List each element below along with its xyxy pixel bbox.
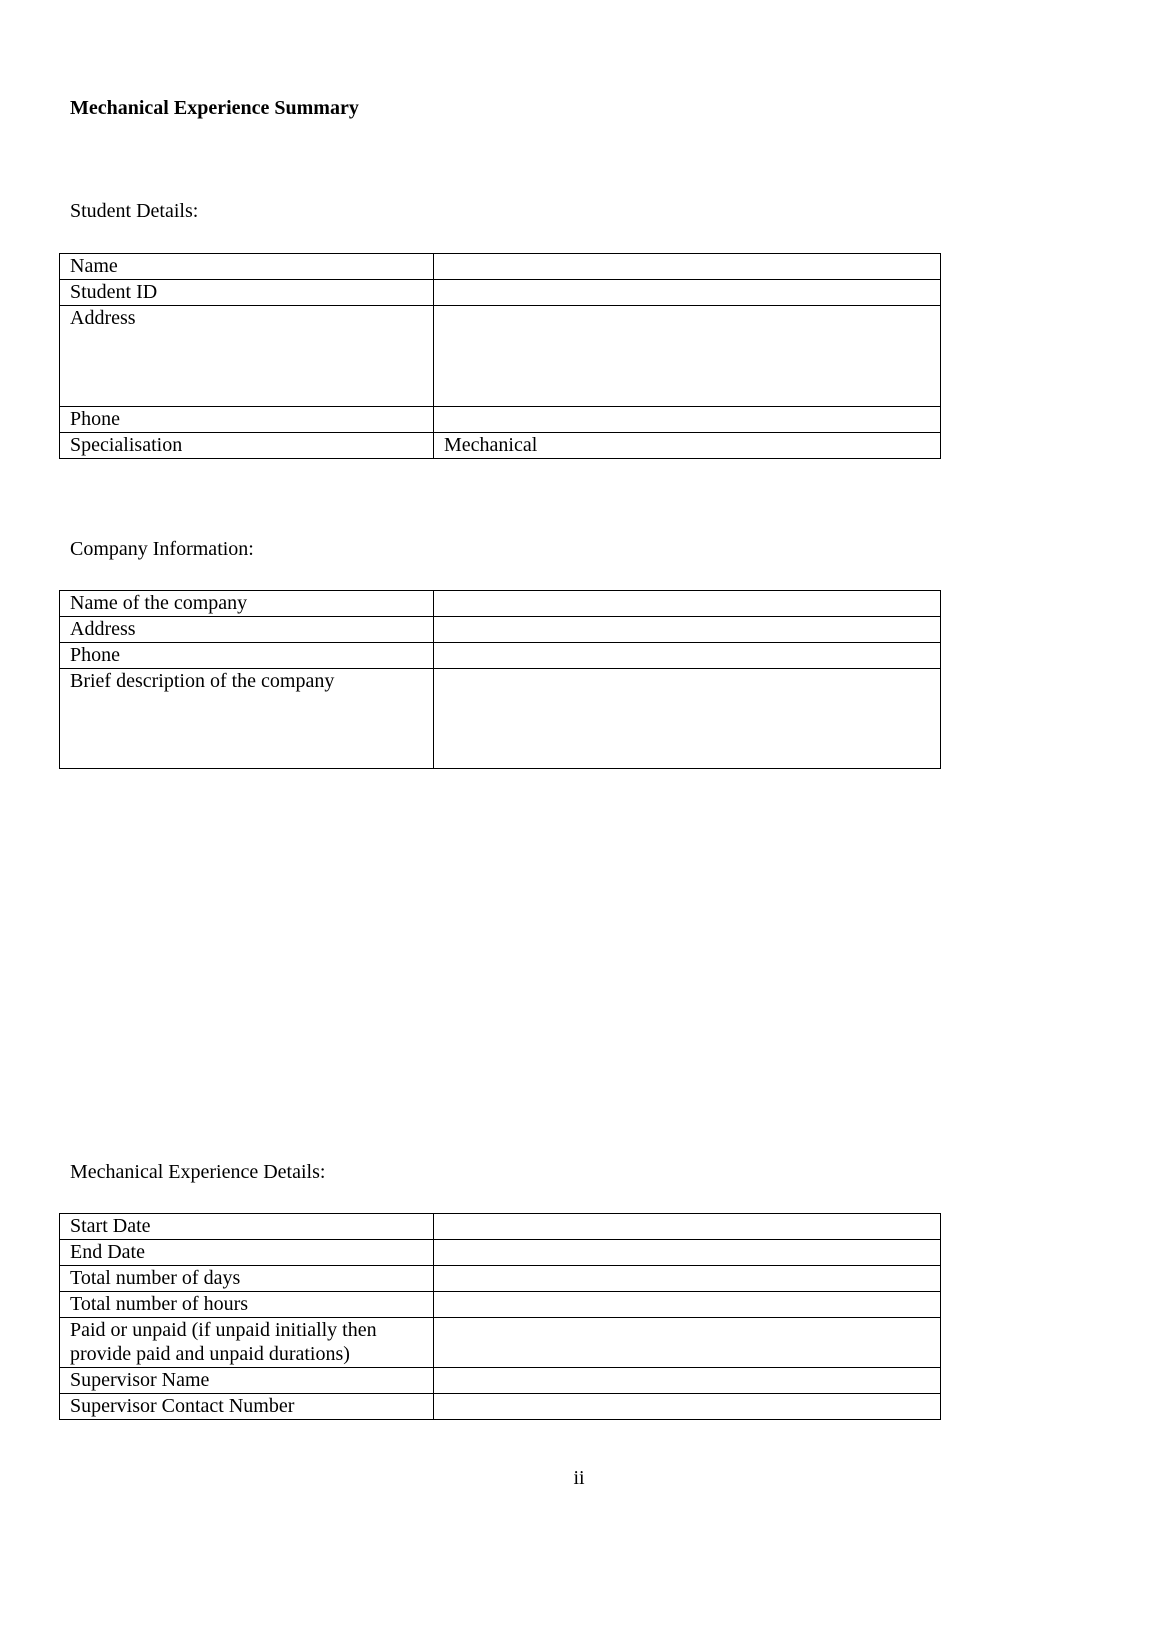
field-value-phone[interactable] xyxy=(434,407,941,433)
table-row xyxy=(60,1318,941,1368)
field-value-end-date[interactable] xyxy=(434,1240,941,1266)
field-label-specialisation: Specialisation xyxy=(60,433,434,459)
field-value-address[interactable] xyxy=(434,306,941,407)
field-label-paid-unpaid: Paid or unpaid (if unpaid initially then provide paid and unpaid durations) xyxy=(60,1318,434,1368)
page-number: ii xyxy=(573,1467,585,1489)
field-label-student-id: Student ID xyxy=(60,280,434,306)
table-row xyxy=(60,280,941,306)
table-row xyxy=(60,1240,941,1266)
field-label-supervisor-contact: Supervisor Contact Number xyxy=(60,1394,434,1420)
table-row xyxy=(60,306,941,407)
field-value-company-name[interactable] xyxy=(434,591,941,617)
field-label-start-date: Start Date xyxy=(60,1214,434,1240)
table-row xyxy=(60,617,941,643)
table-row xyxy=(60,1394,941,1420)
field-label-end-date: End Date xyxy=(60,1240,434,1266)
table-row xyxy=(60,1266,941,1292)
field-label-name: Name xyxy=(60,254,434,280)
field-value-company-description[interactable] xyxy=(434,669,941,769)
company-information-heading: Company Information: xyxy=(70,538,254,560)
table-row xyxy=(60,591,941,617)
field-value-specialisation[interactable]: Mechanical xyxy=(434,433,941,459)
student-details-heading: Student Details: xyxy=(70,200,199,222)
field-label-company-description: Brief description of the company xyxy=(60,669,434,769)
field-value-supervisor-name[interactable] xyxy=(434,1368,941,1394)
field-label-company-name: Name of the company xyxy=(60,591,434,617)
field-value-name[interactable] xyxy=(434,254,941,280)
field-value-company-address[interactable] xyxy=(434,617,941,643)
company-information-table xyxy=(59,590,941,769)
field-value-paid-unpaid[interactable] xyxy=(434,1318,941,1368)
experience-details-table xyxy=(59,1213,941,1420)
field-label-total-days: Total number of days xyxy=(60,1266,434,1292)
field-label-address: Address xyxy=(60,306,434,407)
field-label-phone: Phone xyxy=(60,407,434,433)
experience-details-heading: Mechanical Experience Details: xyxy=(70,1161,326,1183)
field-value-student-id[interactable] xyxy=(434,280,941,306)
table-row xyxy=(60,1214,941,1240)
document-title: Mechanical Experience Summary xyxy=(70,97,359,119)
field-value-total-hours[interactable] xyxy=(434,1292,941,1318)
field-value-start-date[interactable] xyxy=(434,1214,941,1240)
student-details-table xyxy=(59,253,941,459)
table-row xyxy=(60,1368,941,1394)
table-row xyxy=(60,1292,941,1318)
field-value-company-phone[interactable] xyxy=(434,643,941,669)
table-row xyxy=(60,254,941,280)
table-row xyxy=(60,407,941,433)
field-label-total-hours: Total number of hours xyxy=(60,1292,434,1318)
field-label-company-phone: Phone xyxy=(60,643,434,669)
field-value-supervisor-contact[interactable] xyxy=(434,1394,941,1420)
table-row xyxy=(60,433,941,459)
table-row xyxy=(60,669,941,769)
field-value-total-days[interactable] xyxy=(434,1266,941,1292)
field-label-supervisor-name: Supervisor Name xyxy=(60,1368,434,1394)
table-row xyxy=(60,643,941,669)
field-label-company-address: Address xyxy=(60,617,434,643)
